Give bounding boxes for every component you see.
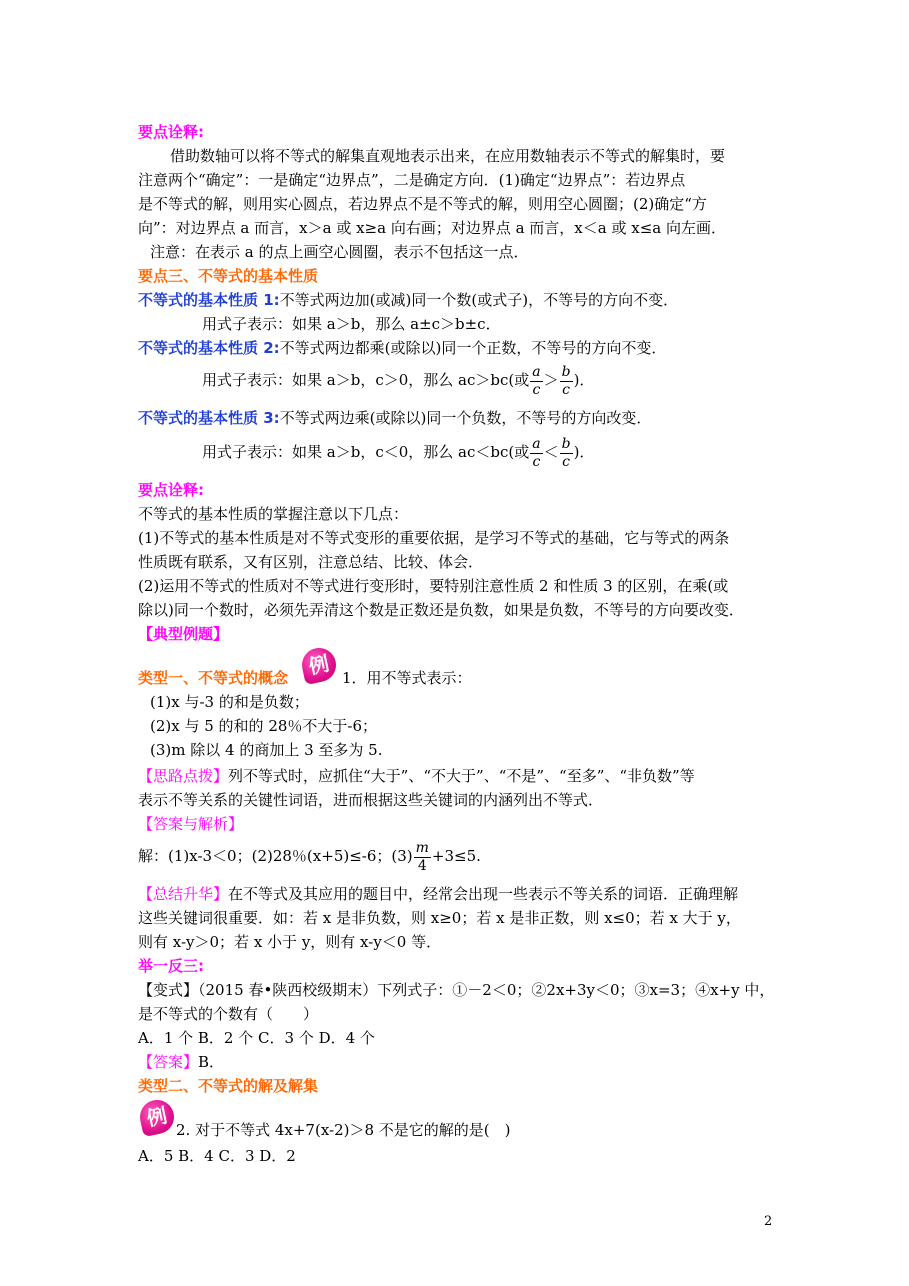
- paragraph-line: 是不等式的解，则用实心圆点，若边界点不是不等式的解，则用空心圆圈；(2)确定“方: [138, 195, 707, 213]
- property-label: 不等式的基本性质 3:: [138, 409, 280, 427]
- denominator: c: [562, 381, 571, 398]
- variant-line: [138, 980, 774, 1000]
- example-2-question: 2. 对于不等式 4x+7(x-2)＞8 不是它的解的是( ): [176, 1121, 511, 1139]
- property-1: [138, 290, 678, 310]
- numerator: a: [532, 363, 541, 380]
- practice-heading: 举一反三:: [138, 957, 204, 975]
- numerator: a: [532, 435, 541, 452]
- property-text: 不等式两边乘(或除以)同一个负数，不等号的方向改变．: [279, 409, 652, 427]
- section-heading: 要点三、不等式的基本性质: [138, 267, 319, 285]
- hint-text: 列不等式时，应抓住“大于”、“不大于”、“不是”、“至多”、“非负数”等: [228, 767, 695, 785]
- variant-answer: [138, 1052, 224, 1072]
- answer-analysis-tag: 【答案与解析】: [138, 815, 244, 833]
- expression-text: 用式子表示：如果 a＞b，c＜0，那么 ac＜bc(或: [202, 443, 530, 461]
- expression-end: )．: [573, 443, 595, 461]
- fraction-b-over-c: [560, 436, 573, 471]
- paragraph-line: 注意两个“确定”：一是确定“边界点”，二是确定方向．(1)确定“边界点”：若边界点: [138, 171, 686, 189]
- summary-line: 则有 x-y＞0；若 x 小于 y，则有 x-y＜0 等．: [138, 933, 442, 951]
- property-2: [138, 338, 666, 358]
- paragraph-line: 除以)同一个数时，必须先弄清这个数是正数还是负数，如果是负数，不等号的方向要改变．: [138, 601, 744, 619]
- property-label: 不等式的基本性质 2:: [138, 339, 280, 357]
- property-text: 不等式两边都乘(或除以)同一个正数，不等号的方向不变．: [279, 339, 667, 357]
- typical-examples-heading: 【典型例题】: [138, 625, 229, 643]
- property-label: 不等式的基本性质 1:: [138, 291, 280, 309]
- paragraph-line: 不等式的基本性质的掌握注意以下几点：: [138, 505, 409, 523]
- paragraph-line: 借助数轴可以将不等式的解集直观地表示出来，在应用数轴表示不等式的解集时，要: [170, 147, 726, 165]
- note-line: 注意：在表示 a 的点上画空心圆圈，表示不包括这一点．: [150, 243, 529, 261]
- property-1-expression: 用式子表示：如果 a＞b，那么 a±c＞b±c．: [202, 315, 501, 333]
- fraction-a-over-c: [530, 364, 542, 399]
- answer-tag: 【答案】: [138, 1053, 199, 1071]
- property-3: [138, 408, 651, 428]
- numerator: m: [415, 839, 429, 856]
- solution-line: [138, 836, 481, 876]
- hint-line: 表示不等关系的关键性词语，进而根据这些关键词的内涵列出不等式．: [138, 791, 604, 809]
- example-2-options: A．5 B．4 C．3 D．2: [138, 1147, 296, 1165]
- variant-line: 是不等式的个数有（ ）: [138, 1005, 319, 1023]
- numerator: b: [561, 435, 571, 452]
- fraction-a-over-c: [530, 436, 542, 471]
- fraction-m-over-4: [414, 840, 431, 875]
- hint-line: [138, 766, 695, 786]
- variant-text: （2015 春•陕西校级期末）下列式子：①－2＜0；②2x+3y＜0；③x=3；④x+y 中，: [198, 981, 775, 999]
- inequality-sign: ＜: [543, 443, 559, 461]
- variant-options: A．1 个 B．2 个 C．3 个 D．4 个: [138, 1029, 375, 1047]
- paragraph-line: 向”：对边界点 a 而言，x＞a 或 x≥a 向右画；对边界点 a 而言，x＜a 或 x≤a 向左画．: [138, 219, 726, 237]
- paragraph-line: (2)运用不等式的性质对不等式进行变形时，要特别注意性质 2 和性质 3 的区别，在乘(或: [138, 577, 729, 595]
- summary-text: 在不等式及其应用的题目中，经常会出现一些表示不等关系的词语．正确理解: [228, 885, 739, 903]
- denominator: c: [532, 453, 541, 470]
- solution-text: 解：(1)x-3＜0；(2)28％(x+5)≤-6；(3): [138, 847, 413, 865]
- type-2-heading: 类型二、不等式的解及解集: [138, 1077, 319, 1095]
- denominator: c: [562, 453, 571, 470]
- example-item: (1)x 与-3 的和是负数；: [150, 693, 309, 711]
- example-badge-icon: 例: [137, 1097, 177, 1137]
- type-1-heading: 类型一、不等式的概念: [138, 669, 289, 687]
- property-text: 不等式两边加(或减)同一个数(或式子)，不等号的方向不变．: [279, 291, 679, 309]
- property-3-expression: [202, 432, 594, 472]
- hint-tag: 【思路点拨】: [138, 767, 229, 785]
- inequality-sign: ＞: [543, 371, 559, 389]
- summary-line: [138, 884, 738, 904]
- paragraph-line: 性质既有联系，又有区别，注意总结、比较、体会．: [138, 553, 484, 571]
- expression-end: )．: [573, 371, 595, 389]
- summary-tag: 【总结升华】: [138, 885, 229, 903]
- answer-text: B．: [198, 1053, 225, 1071]
- numerator: b: [561, 363, 571, 380]
- key-point-note-heading: 要点诠释:: [138, 481, 204, 499]
- variant-tag: 【变式】: [138, 981, 199, 999]
- denominator: 4: [417, 857, 427, 874]
- example-badge-icon: 例: [299, 645, 339, 685]
- example-item: (2)x 与 5 的和的 28％不大于-6；: [150, 717, 378, 735]
- solution-text: +3≤5.: [431, 847, 481, 865]
- key-point-note-heading: 要点诠释:: [138, 123, 204, 141]
- example-1-question: 1．用不等式表示：: [342, 669, 472, 687]
- expression-text: 用式子表示：如果 a＞b，c＞0，那么 ac＞bc(或: [202, 371, 530, 389]
- fraction-b-over-c: [560, 364, 573, 399]
- summary-line: 这些关键词很重要．如：若 x 是非负数，则 x≥0；若 x 是非正数，则 x≤0；若 x 大于 y，: [138, 909, 741, 927]
- denominator: c: [532, 381, 541, 398]
- paragraph-line: (1)不等式的基本性质是对不等式变形的重要依据，是学习不等式的基础，它与等式的两条: [138, 529, 730, 547]
- property-2-expression: [202, 360, 594, 400]
- example-item: (3)m 除以 4 的商加上 3 至多为 5.: [150, 741, 383, 759]
- page-number: 2: [764, 1214, 773, 1229]
